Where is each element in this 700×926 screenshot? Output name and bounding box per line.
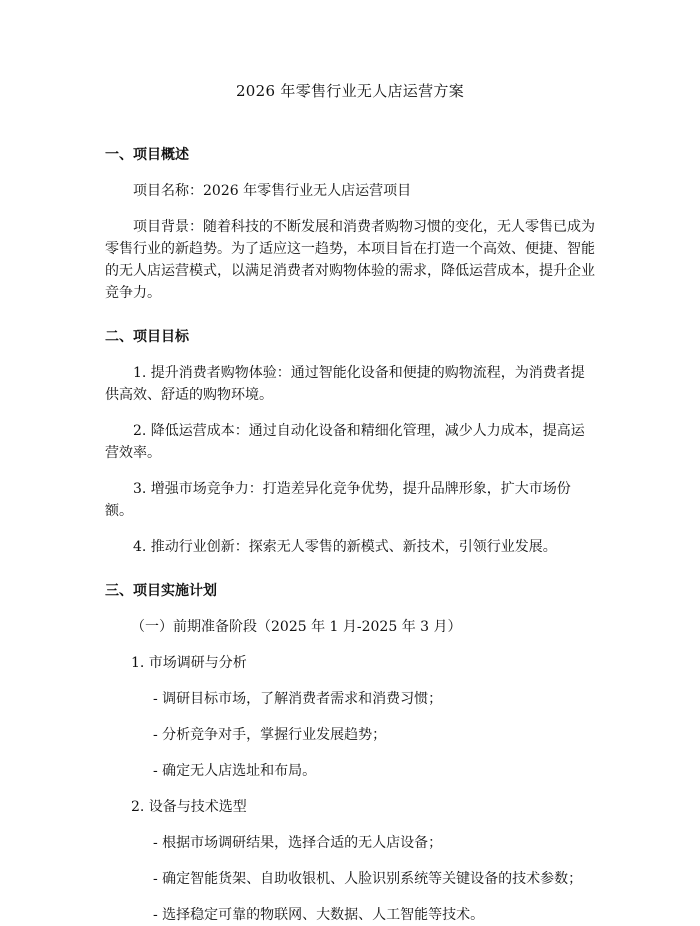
document-title: 2026 年零售行业无人店运营方案 [235,82,465,100]
goal-item: 3. 增强市场竞争力：打造差异化竞争优势，提升品牌形象，扩大市场份额。 [105,481,571,519]
list-item: - 分析竞争对手，掌握行业发展趋势； [153,727,387,743]
phase-heading: （一）前期准备阶段（2025 年 1 月-2025 年 3 月） [131,619,462,635]
list-item: - 确定无人店选址和布局。 [153,763,317,779]
goal-item: 4. 推动行业创新：探索无人零售的新模式、新技术，引领行业发展。 [133,539,557,555]
section-heading-overview: 一、项目概述 [105,147,189,163]
section-heading-goals: 二、项目目标 [105,329,189,345]
list-item: - 根据市场调研结果，选择合适的无人店设备； [153,835,443,851]
goal-item: 1. 提升消费者购物体验：通过智能化设备和便捷的购物流程，为消费者提供高效、舒适的购物环境。 [105,365,585,403]
goal-item: 2. 降低运营成本：通过自动化设备和精细化管理，减少人力成本，提高运营效率。 [105,423,585,461]
document-body [105,140,597,926]
list-item: - 确定智能货架、自助收银机、人脸识别系统等关键设备的技术参数； [153,871,583,887]
list-item: - 选择稳定可靠的物联网、大数据、人工智能等技术。 [153,907,485,923]
section-heading-plan: 三、项目实施计划 [105,583,217,599]
project-name-paragraph: 项目名称：2026 年零售行业无人店运营项目 [133,183,412,199]
plan-item-equipment-selection: 2. 设备与技术选型 [131,799,247,815]
project-background-paragraph: 项目背景：随着科技的不断发展和消费者购物习惯的变化，无人零售已成为零售行业的新趋势。为了适应这一趋势，本项目旨在打造一个高效、便捷、智能的无人店运营模式，以满足消费者对购物体验的需求，降低运营成本，提升企业竞争力。 [105,219,595,301]
list-item: - 调研目标市场，了解消费者需求和消费习惯； [153,691,443,707]
plan-item-market-research: 1. 市场调研与分析 [131,655,247,671]
